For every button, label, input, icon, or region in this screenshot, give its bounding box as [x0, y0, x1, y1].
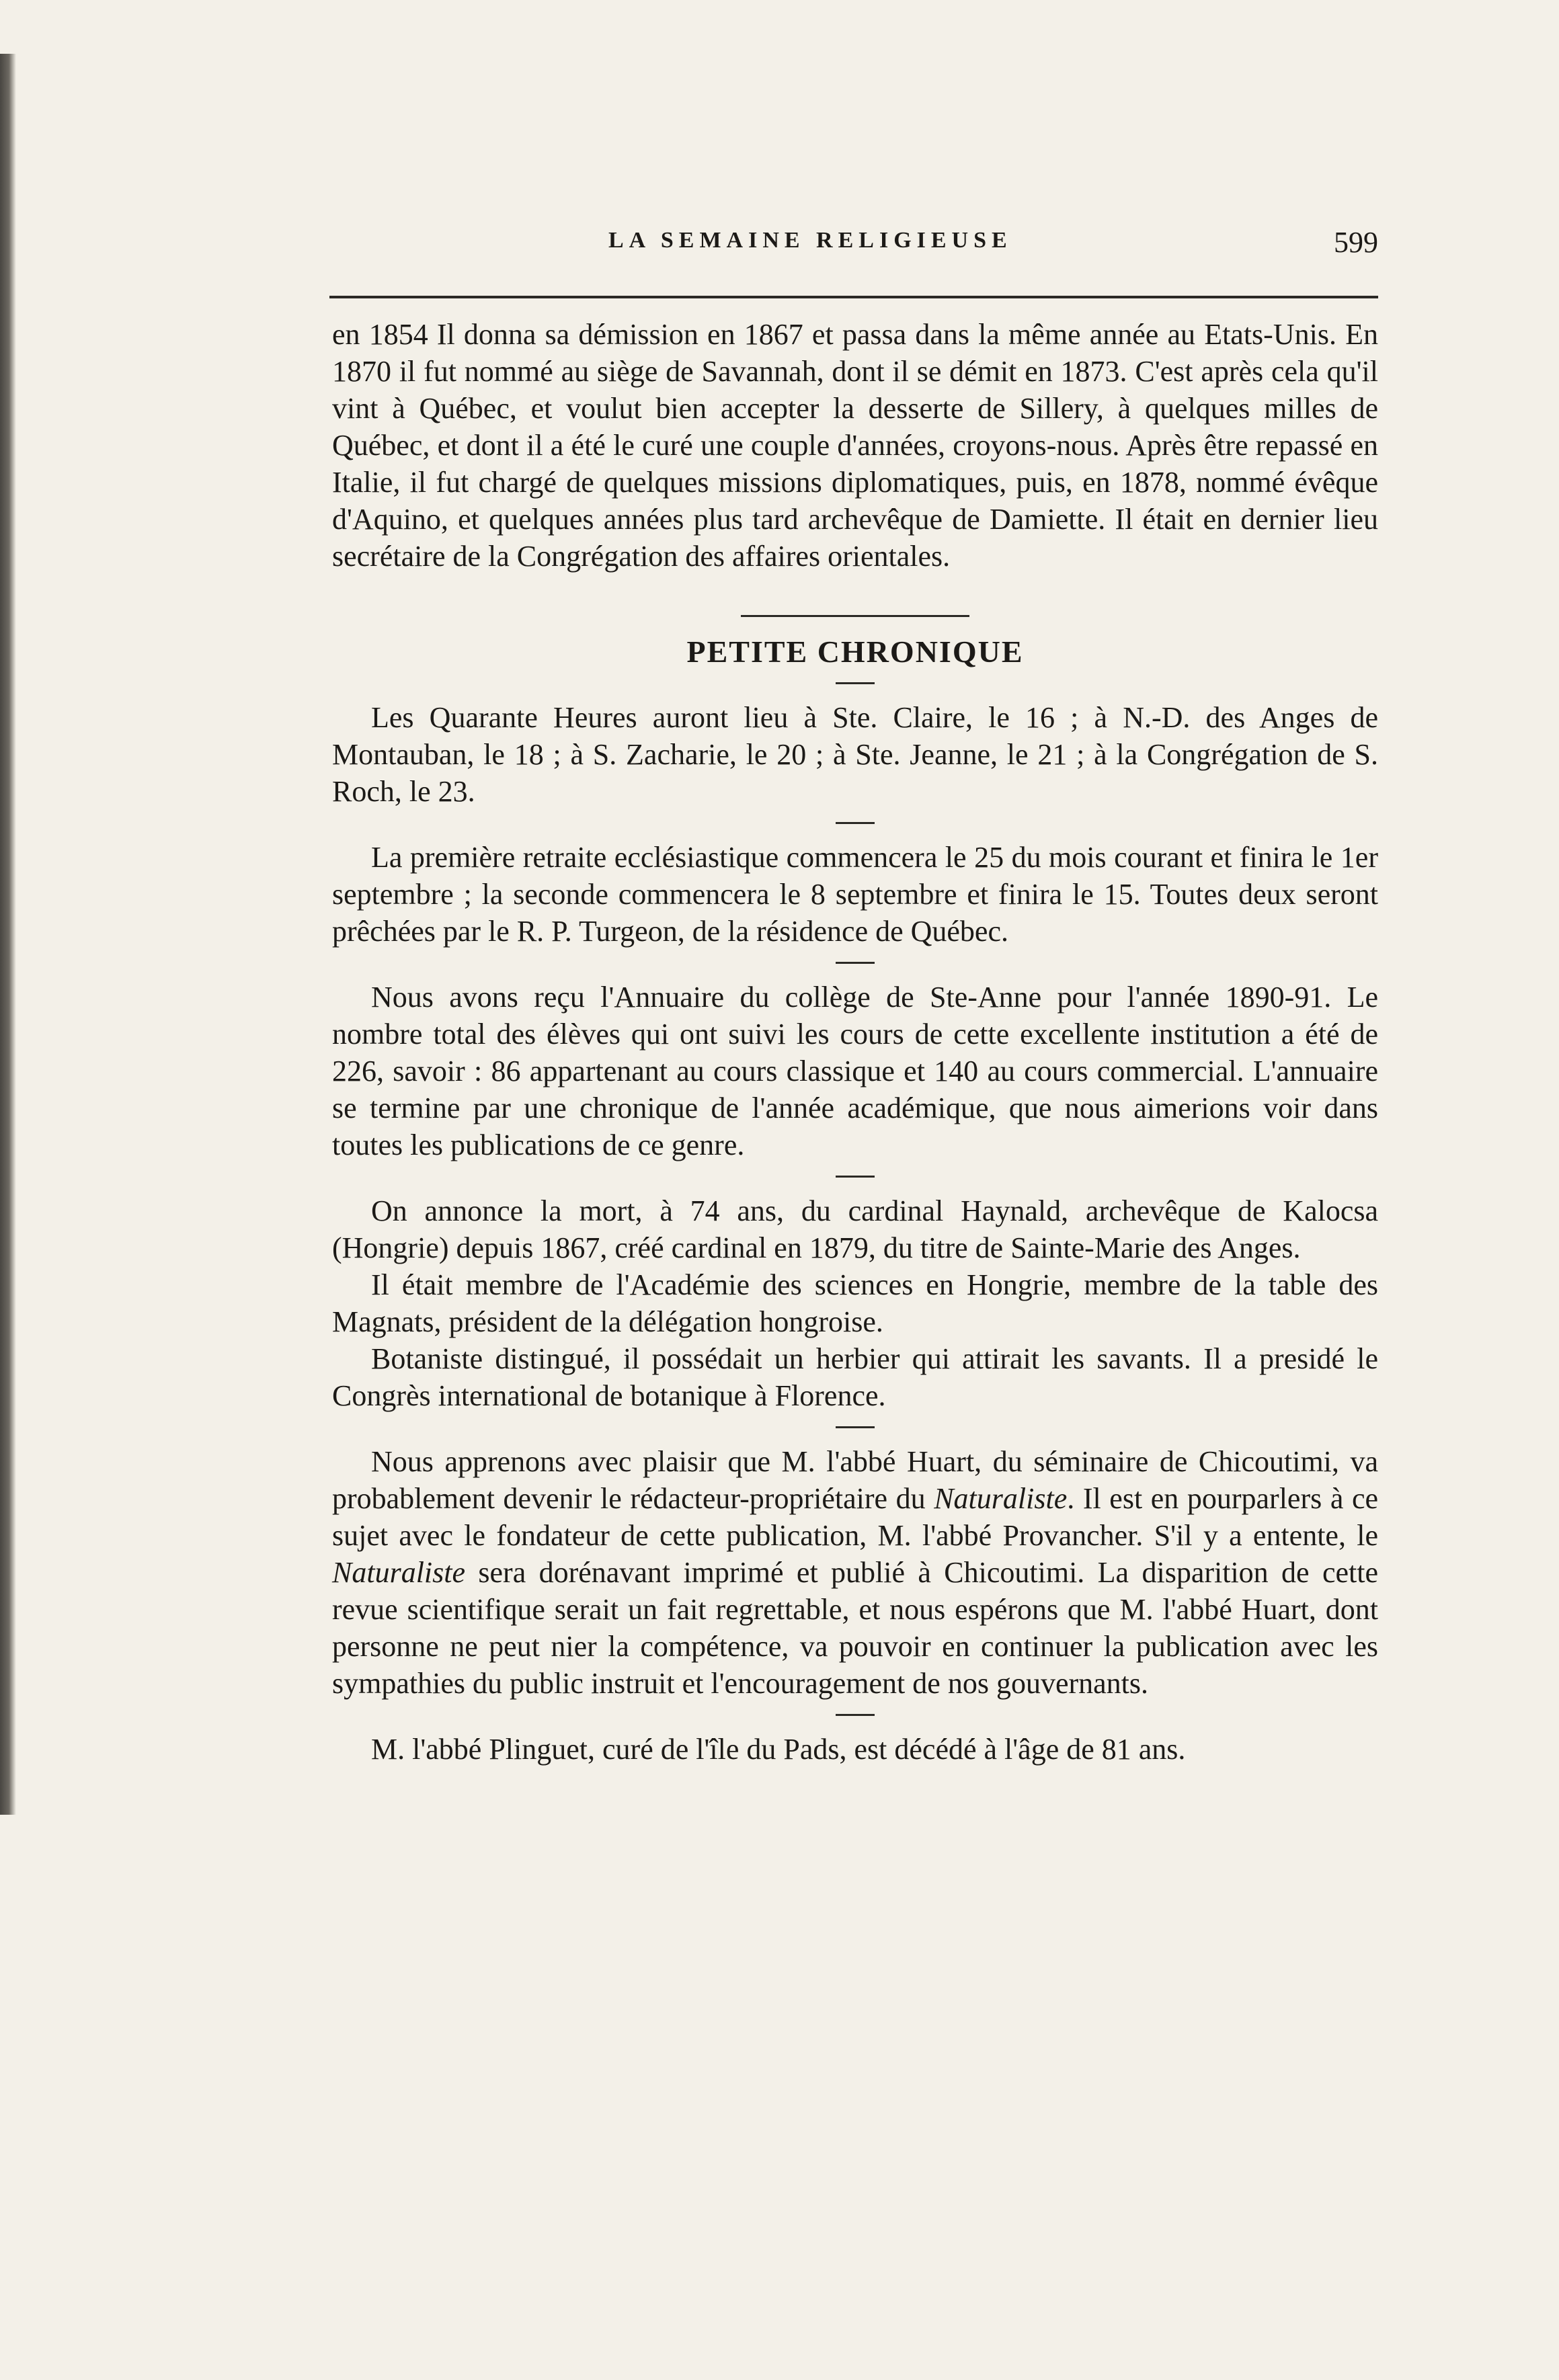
page-number: 599 — [1334, 226, 1378, 259]
naturaliste-text-3: sera dorénavant imprimé et publié à Chicoutimi. La disparition de cette revue scientifique serait un fait regrettable, et nous espérons que M. l'abbé Huart, dont personne ne peut nier la compétence, va pouvoir en continuer la publication avec les sympathies du public instruit et l'encouragement de nos gouvernants. — [332, 1556, 1378, 1700]
running-header — [329, 225, 1378, 265]
section-title: PETITE CHRONIQUE — [686, 634, 1024, 669]
item-retraite: La première retraite ecclésiastique commencera le 25 du mois courant et finira le 1er septembre ; la seconde commencera le 8 septembre et finira le 15. Toutes deux seront prêchées par le R. P. Turgeon, de la résidence de Québec. — [332, 841, 1378, 948]
item-annuaire: Nous avons reçu l'Annuaire du collège de Ste-Anne pour l'année 1890-91. Le nombre total des élèves qui ont suivi les cours de cette excellente institution a été de 226, savoir : 86 appartenant au cours classique et 140 au cours commercial. L'annuaire se termine par une chronique de l'année académique, que nous aimerions voir dans toutes les publications de ce genre. — [332, 981, 1378, 1161]
naturaliste-title-2: Naturaliste — [332, 1556, 466, 1589]
section-separator — [741, 615, 969, 617]
item-haynald-death: On annonce la mort, à 74 ans, du cardinal Haynald, archevêque de Kalocsa (Hongrie) depuis 1867, créé cardinal en 1879, du titre de Sainte-Marie des Anges. — [332, 1194, 1378, 1264]
binding-edge-shadow — [0, 54, 16, 1815]
naturaliste-title-1: Naturaliste — [934, 1482, 1068, 1515]
naturaliste-text-2: . Il est en pourparlers à ce sujet avec le fondateur de cette publication, M. l'abbé Provancher. S'il y a entente, le — [332, 1482, 1379, 1552]
item-dash — [836, 1176, 875, 1178]
item-haynald-botanist: Botaniste distingué, il possédait un herbier qui attirait les savants. Il a presidé le Congrès international de botanique à Florence. — [332, 1342, 1378, 1412]
title-dash — [836, 682, 875, 684]
item-quarante-heures: Les Quarante Heures auront lieu à Ste. Claire, le 16 ; à N.-D. des Anges de Montauban, le 18 ; à S. Zacharie, le 20 ; à Ste. Jeanne, le 21 ; à la Congrégation de S. Roch, le 23. — [332, 701, 1378, 808]
item-dash — [836, 962, 875, 964]
item-dash — [836, 1426, 875, 1428]
text-column — [332, 316, 1378, 1768]
naturaliste-text-1: Nous apprenons avec plaisir que M. l'abbé Huart, du séminaire de Chicoutimi, va probablement devenir le rédacteur-propriétaire du — [332, 1445, 1378, 1515]
opening-paragraph: en 1854 Il donna sa démission en 1867 et passa dans la même année au Etats-Unis. En 1870 il fut nommé au siège de Savannah, dont il se démit en 1873. C'est après cela qu'il vint à Québec, et voulut bien accepter la desserte de Sillery, à quelques milles de Québec, et dont il a été le curé une couple d'années, croyons-nous. Après être repassé en Italie, il fut chargé de quelques missions diplomatiques, puis, en 1878, nommé évêque d'Aquino, et quelques années plus tard archevêque de Damiette. Il était en dernier lieu secrétaire de la Congrégation des affaires orientales. — [332, 318, 1378, 573]
item-plinguet: M. l'abbé Plinguet, curé de l'île du Pads, est décédé à l'âge de 81 ans. — [371, 1733, 1186, 1766]
item-dash — [836, 822, 875, 824]
item-naturaliste — [332, 1443, 1378, 1702]
item-haynald-member: Il était membre de l'Académie des sciences en Hongrie, membre de la table des Magnats, président de la délégation hongroise. — [332, 1268, 1378, 1338]
running-title: LA SEMAINE RELIGIEUSE — [608, 228, 1012, 253]
header-rule — [329, 296, 1378, 298]
item-dash — [836, 1714, 875, 1716]
